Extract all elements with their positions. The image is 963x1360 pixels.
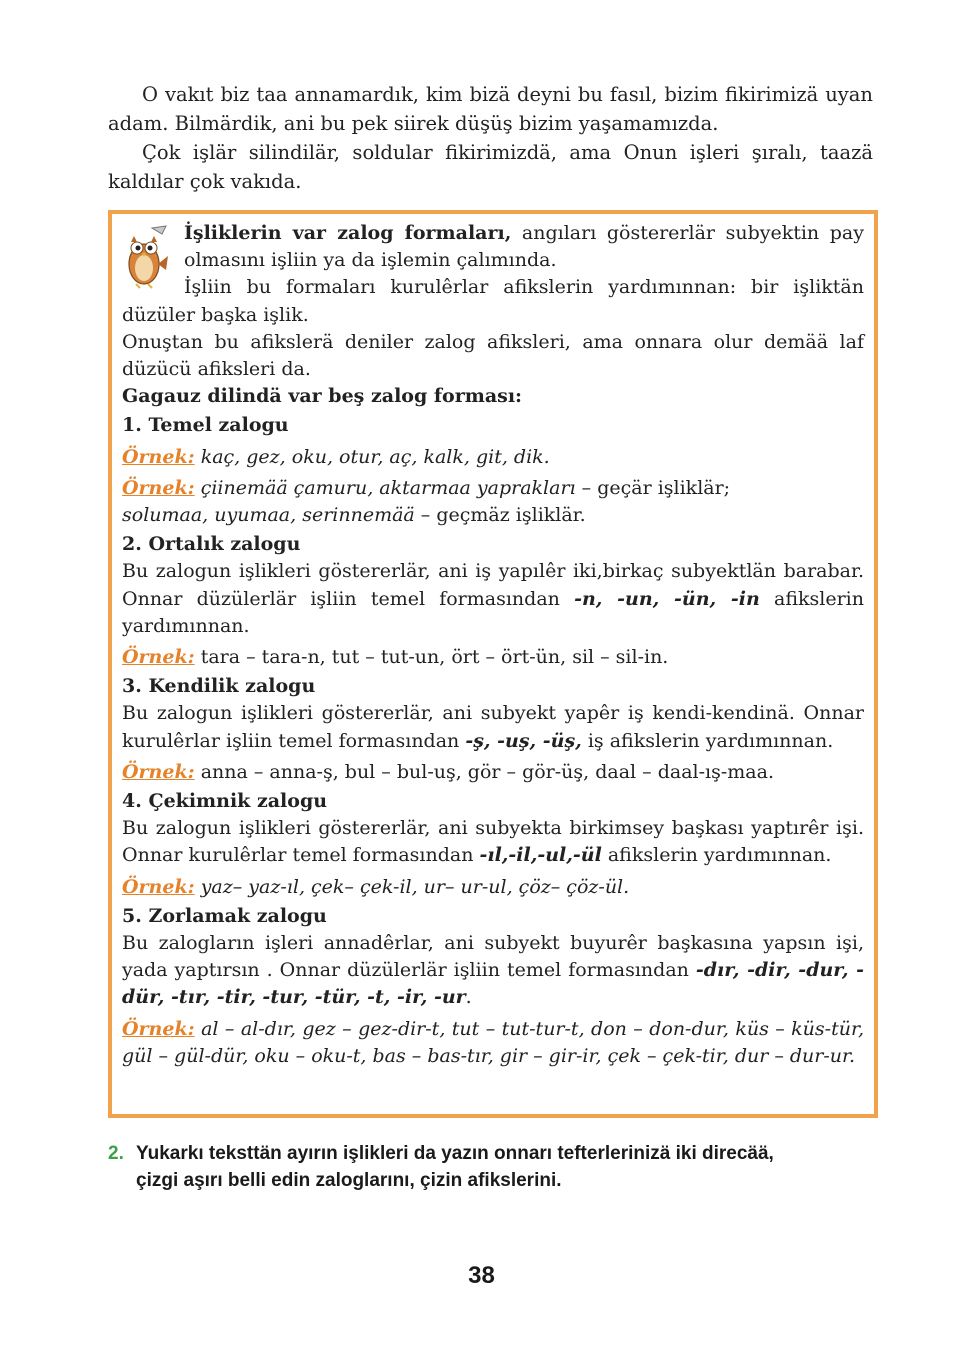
owl-icon bbox=[122, 224, 170, 290]
intro-text bbox=[108, 80, 873, 196]
rule-definition-text: angıları göstererlär subyektin pay olmasını işliin ya da işlemin çalımında. bbox=[184, 222, 864, 272]
intro-paragraph-2: Çok işlär silindilär, soldular fikirimizdä, ama Onun işleri şıralı, taazä kaldılar çok vakıda. bbox=[108, 141, 873, 193]
exercise-line-2: çizgi aşırı belli edin zaloglarını, çizin afikslerini. bbox=[136, 1170, 562, 1191]
section-2-example: Örnek: tara – tara-n, tut – tut-un, ört – ört-ün, sil – sil-in. bbox=[122, 646, 669, 669]
page-number: 38 bbox=[468, 1262, 495, 1289]
section-4-example: Örnek: yaz– yaz-ıl, çek– çek-il, ur– ur-ul, çöz– çöz-ül. bbox=[122, 875, 630, 898]
affix-list: -dır, -dir, -dur, -dür, -tır, -tir, -tur, -tür, -t, -ir, -ur bbox=[122, 959, 864, 1009]
exercise-line-1: Yukarkı teksttän ayırın işlikleri da yazın onnarı tefterlerinizä iki direcää, bbox=[136, 1143, 774, 1164]
rule-term: İşliklerin var zalog formaları, bbox=[184, 222, 512, 244]
example-label: Örnek: bbox=[122, 646, 195, 669]
affix-list: -n, -un, -ün, -in bbox=[574, 587, 760, 610]
example-label: Örnek: bbox=[122, 760, 195, 783]
section-5-example: Örnek: al – al-dır, gez – gez-dir-t, tut – tut-tur-t, don – don-dur, küs – küs-tür, gül – gül-dür, oku – oku-t, bas – bas-tır, gir – gir-ir, çek – çek-tir, dur – dur-ur. bbox=[122, 1017, 864, 1067]
section-3-text: Bu zalogun işlikleri göstererlär, ani subyekt yapêr iş kendi-kendinä. Onnar kurulêrlar işliin temel formasından -ş, -uş, -üş, iş afikslerin yardımınnan. bbox=[122, 702, 864, 752]
section-2-title: 2. Ortalık zalogu bbox=[122, 533, 301, 556]
rule-definition bbox=[122, 220, 864, 274]
affix-list: -ş, -uş, -üş, bbox=[465, 729, 582, 752]
intro-paragraph-1: O vakıt biz taa annamardık, kim bizä deyni bu fasıl, bizim fikirimizä uyan adam. Bilmärdik, ani bu pek siirek düşüş bizim yaşamamızda. bbox=[108, 83, 873, 135]
section-4-text: Bu zalogun işlikleri göstererlär, ani subyekta birkimsey başkası yaptırêr işi. Onnar kurulêrlar temel formasından -ıl,-il,-ul,-ül afikslerin yardımınnan. bbox=[122, 817, 864, 867]
affix-list: -ıl,-il,-ul,-ül bbox=[479, 844, 602, 867]
section-1-example-2: Örnek: çiinemää çamuru, aktarmaa yaprakları – geçär işliklär; solumaa, uyumaa, serinnemää – geçmäz işliklär. bbox=[122, 476, 731, 527]
section-4-title: 4. Çekimnik zalogu bbox=[122, 790, 328, 813]
section-1-example-1: Örnek: kaç, gez, oku, otur, aç, kalk, git, dik. bbox=[122, 445, 550, 468]
grammar-rule-box bbox=[108, 210, 878, 1118]
rule-paragraph-4: Gagauz dilindä var beş zalog forması: bbox=[122, 385, 523, 408]
rule-paragraph-3: Onuştan bu afikslerä deniler zalog afiksleri, ama onnara olur demää laf düzücü afiksleri da. bbox=[122, 330, 864, 381]
example-label: Örnek: bbox=[122, 476, 195, 499]
section-3-example: Örnek: anna – anna-ş, bul – bul-uş, gör – gör-üş, daal – daal-ış-maa. bbox=[122, 760, 774, 783]
section-2-text: Bu zalogun işlikleri göstererlär, ani iş yapılêr iki,birkaç subyektlän barabar. Onnar düzülerlär işliin temel formasından -n, -un, -ün, -in afikslerin yardımınnan. bbox=[122, 560, 864, 637]
section-5-title: 5. Zorlamak zalogu bbox=[122, 904, 327, 927]
exercise-task bbox=[108, 1140, 878, 1194]
example-label: Örnek: bbox=[122, 875, 195, 898]
example-label: Örnek: bbox=[122, 1017, 195, 1040]
section-1-title: 1. Temel zalogu bbox=[122, 414, 289, 437]
exercise-number: 2. bbox=[108, 1143, 124, 1164]
section-5-text: Bu zalogların işleri annadêrlar, ani subyekt buyurêr başkasına yapsın işi, yada yaptırsın . Onnar düzülerlär işliin temel formasından -dır, -dir, -dur, -dür, -tır, -tir, -tur, -tür, -t, -ir, -ur. bbox=[122, 932, 864, 1009]
rule-paragraph-2: İşliin bu formaları kurulêrlar afikslerin yardımınnan: bir işliktän düzüler başka işlik. bbox=[122, 276, 864, 326]
example-label: Örnek: bbox=[122, 445, 195, 468]
section-3-title: 3. Kendilik zalogu bbox=[122, 675, 316, 698]
